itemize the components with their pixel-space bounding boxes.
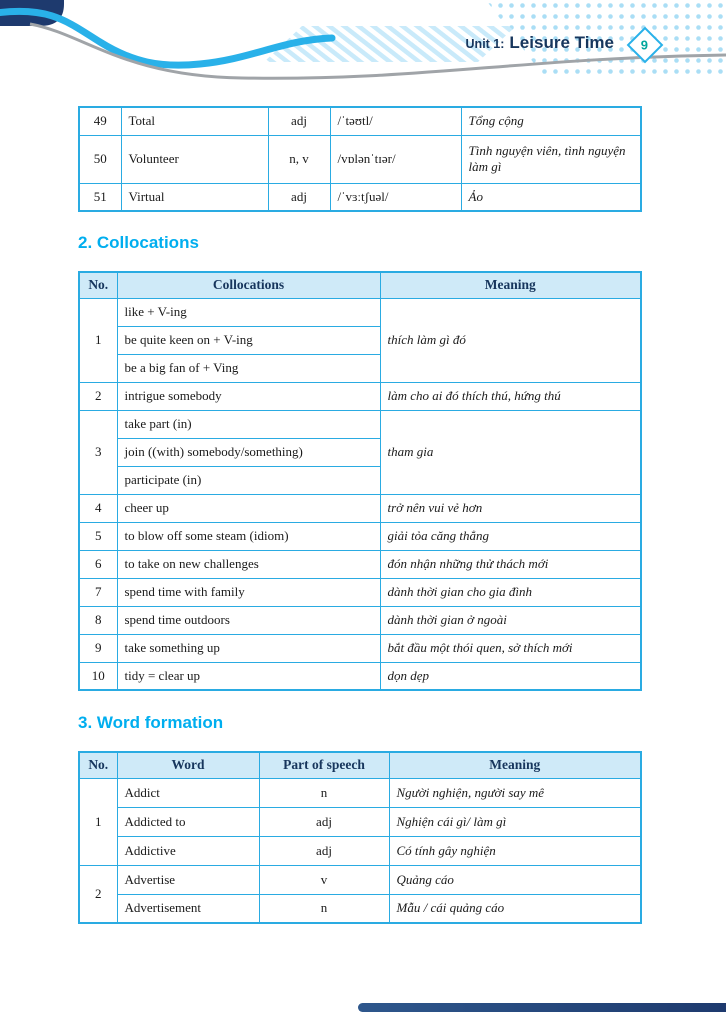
header-collocations: Collocations [117, 272, 380, 298]
vocab-row [79, 183, 641, 211]
collocation-item: to blow off some steam (idiom) [117, 522, 380, 550]
collocation-item: take part (in) [117, 410, 380, 438]
vocab-pos: adj [268, 107, 330, 135]
unit-title [466, 33, 614, 53]
group-no: 3 [79, 410, 117, 494]
collocation-row [79, 522, 641, 550]
word-cell: Advertisement [117, 894, 259, 923]
vocab-phonetic: /ˈtəʊtl/ [330, 107, 461, 135]
collocation-row [79, 550, 641, 578]
vocab-pos: adj [268, 183, 330, 211]
meaning-cell: Có tính gây nghiện [389, 836, 641, 865]
meaning-cell: Quảng cáo [389, 865, 641, 894]
vocab-word: Total [121, 107, 268, 135]
group-no: 6 [79, 550, 117, 578]
section-heading-word-formation: 3. Word formation [78, 713, 224, 732]
group-no: 1 [79, 298, 117, 382]
unit-label: Unit 1: [465, 37, 505, 51]
meaning-cell: Mẫu / cái quảng cáo [389, 894, 641, 923]
vocab-word: Virtual [121, 183, 268, 211]
collocation-row [79, 298, 641, 326]
vocab-pos: n, v [268, 135, 330, 183]
header-meaning: Meaning [380, 272, 641, 298]
collocation-meaning: dọn dẹp [380, 662, 641, 690]
header-word: Word [117, 752, 259, 778]
vocab-no: 49 [79, 107, 121, 135]
vocab-no: 51 [79, 183, 121, 211]
header-decoration [0, 0, 726, 100]
collocations-table [78, 271, 642, 691]
collocation-item: join ((with) somebody/something) [117, 438, 380, 466]
collocation-item: be quite keen on + V-ing [117, 326, 380, 354]
collocation-item: cheer up [117, 494, 380, 522]
collocation-meaning: trở nên vui vẻ hơn [380, 494, 641, 522]
vocab-phonetic: /vɒlənˈtɪər/ [330, 135, 461, 183]
word-row [79, 894, 641, 923]
collocation-item: be a big fan of + Ving [117, 354, 380, 382]
unit-name: Leisure Time [509, 33, 614, 52]
vocab-meaning: Tình nguyện viên, tình nguyện làm gì [461, 135, 641, 183]
header-meaning: Meaning [389, 752, 641, 778]
collocation-item: like + V-ing [117, 298, 380, 326]
collocation-meaning: bắt đầu một thói quen, sở thích mới [380, 634, 641, 662]
header-no: No. [79, 752, 117, 778]
word-row [79, 836, 641, 865]
vocab-row [79, 135, 641, 183]
group-no: 5 [79, 522, 117, 550]
word-formation-table [78, 751, 642, 924]
pos-cell: n [259, 894, 389, 923]
collocation-meaning: dành thời gian ở ngoài [380, 606, 641, 634]
vocab-no: 50 [79, 135, 121, 183]
vocabulary-table [78, 106, 642, 212]
pos-cell: adj [259, 836, 389, 865]
group-no: 7 [79, 578, 117, 606]
collocation-item: participate (in) [117, 466, 380, 494]
group-no: 10 [79, 662, 117, 690]
group-no: 9 [79, 634, 117, 662]
collocation-row [79, 578, 641, 606]
group-no: 2 [79, 865, 117, 923]
pos-cell: adj [259, 807, 389, 836]
word-row [79, 865, 641, 894]
vocab-phonetic: /ˈvɜːtʃuəl/ [330, 183, 461, 211]
word-cell: Addicted to [117, 807, 259, 836]
collocation-meaning: đón nhận những thử thách mới [380, 550, 641, 578]
collocation-row [79, 494, 641, 522]
word-cell: Addictive [117, 836, 259, 865]
collocation-item: spend time outdoors [117, 606, 380, 634]
collocation-item: intrigue somebody [117, 382, 380, 410]
group-no: 1 [79, 778, 117, 865]
page-number: 9 [641, 37, 649, 53]
word-cell: Advertise [117, 865, 259, 894]
collocation-row [79, 606, 641, 634]
collocation-item: spend time with family [117, 578, 380, 606]
collocation-item: tidy = clear up [117, 662, 380, 690]
vocab-meaning: Ảo [461, 183, 641, 211]
word-cell: Addict [117, 778, 259, 807]
meaning-cell: Người nghiện, người say mê [389, 778, 641, 807]
collocation-row [79, 662, 641, 690]
collocation-meaning: thích làm gì đó [380, 298, 641, 382]
word-row [79, 778, 641, 807]
group-no: 4 [79, 494, 117, 522]
word-formation-header-row [79, 752, 641, 778]
collocations-header-row [79, 272, 641, 298]
collocation-row [79, 634, 641, 662]
collocation-item: to take on new challenges [117, 550, 380, 578]
pos-cell: n [259, 778, 389, 807]
group-no: 2 [79, 382, 117, 410]
group-no: 8 [79, 606, 117, 634]
collocation-row [79, 382, 641, 410]
collocation-meaning: làm cho ai đó thích thú, hứng thú [380, 382, 641, 410]
vocab-meaning: Tổng cộng [461, 107, 641, 135]
collocation-item: take something up [117, 634, 380, 662]
footer-bar [358, 1003, 726, 1012]
meaning-cell: Nghiện cái gì/ làm gì [389, 807, 641, 836]
collocation-meaning: dành thời gian cho gia đình [380, 578, 641, 606]
collocation-meaning: giải tỏa căng thẳng [380, 522, 641, 550]
vocab-word: Volunteer [121, 135, 268, 183]
header-no: No. [79, 272, 117, 298]
word-row [79, 807, 641, 836]
pos-cell: v [259, 865, 389, 894]
collocation-meaning: tham gia [380, 410, 641, 494]
collocation-row [79, 410, 641, 438]
section-heading-collocations: 2. Collocations [78, 233, 199, 252]
vocab-row [79, 107, 641, 135]
header-pos: Part of speech [259, 752, 389, 778]
